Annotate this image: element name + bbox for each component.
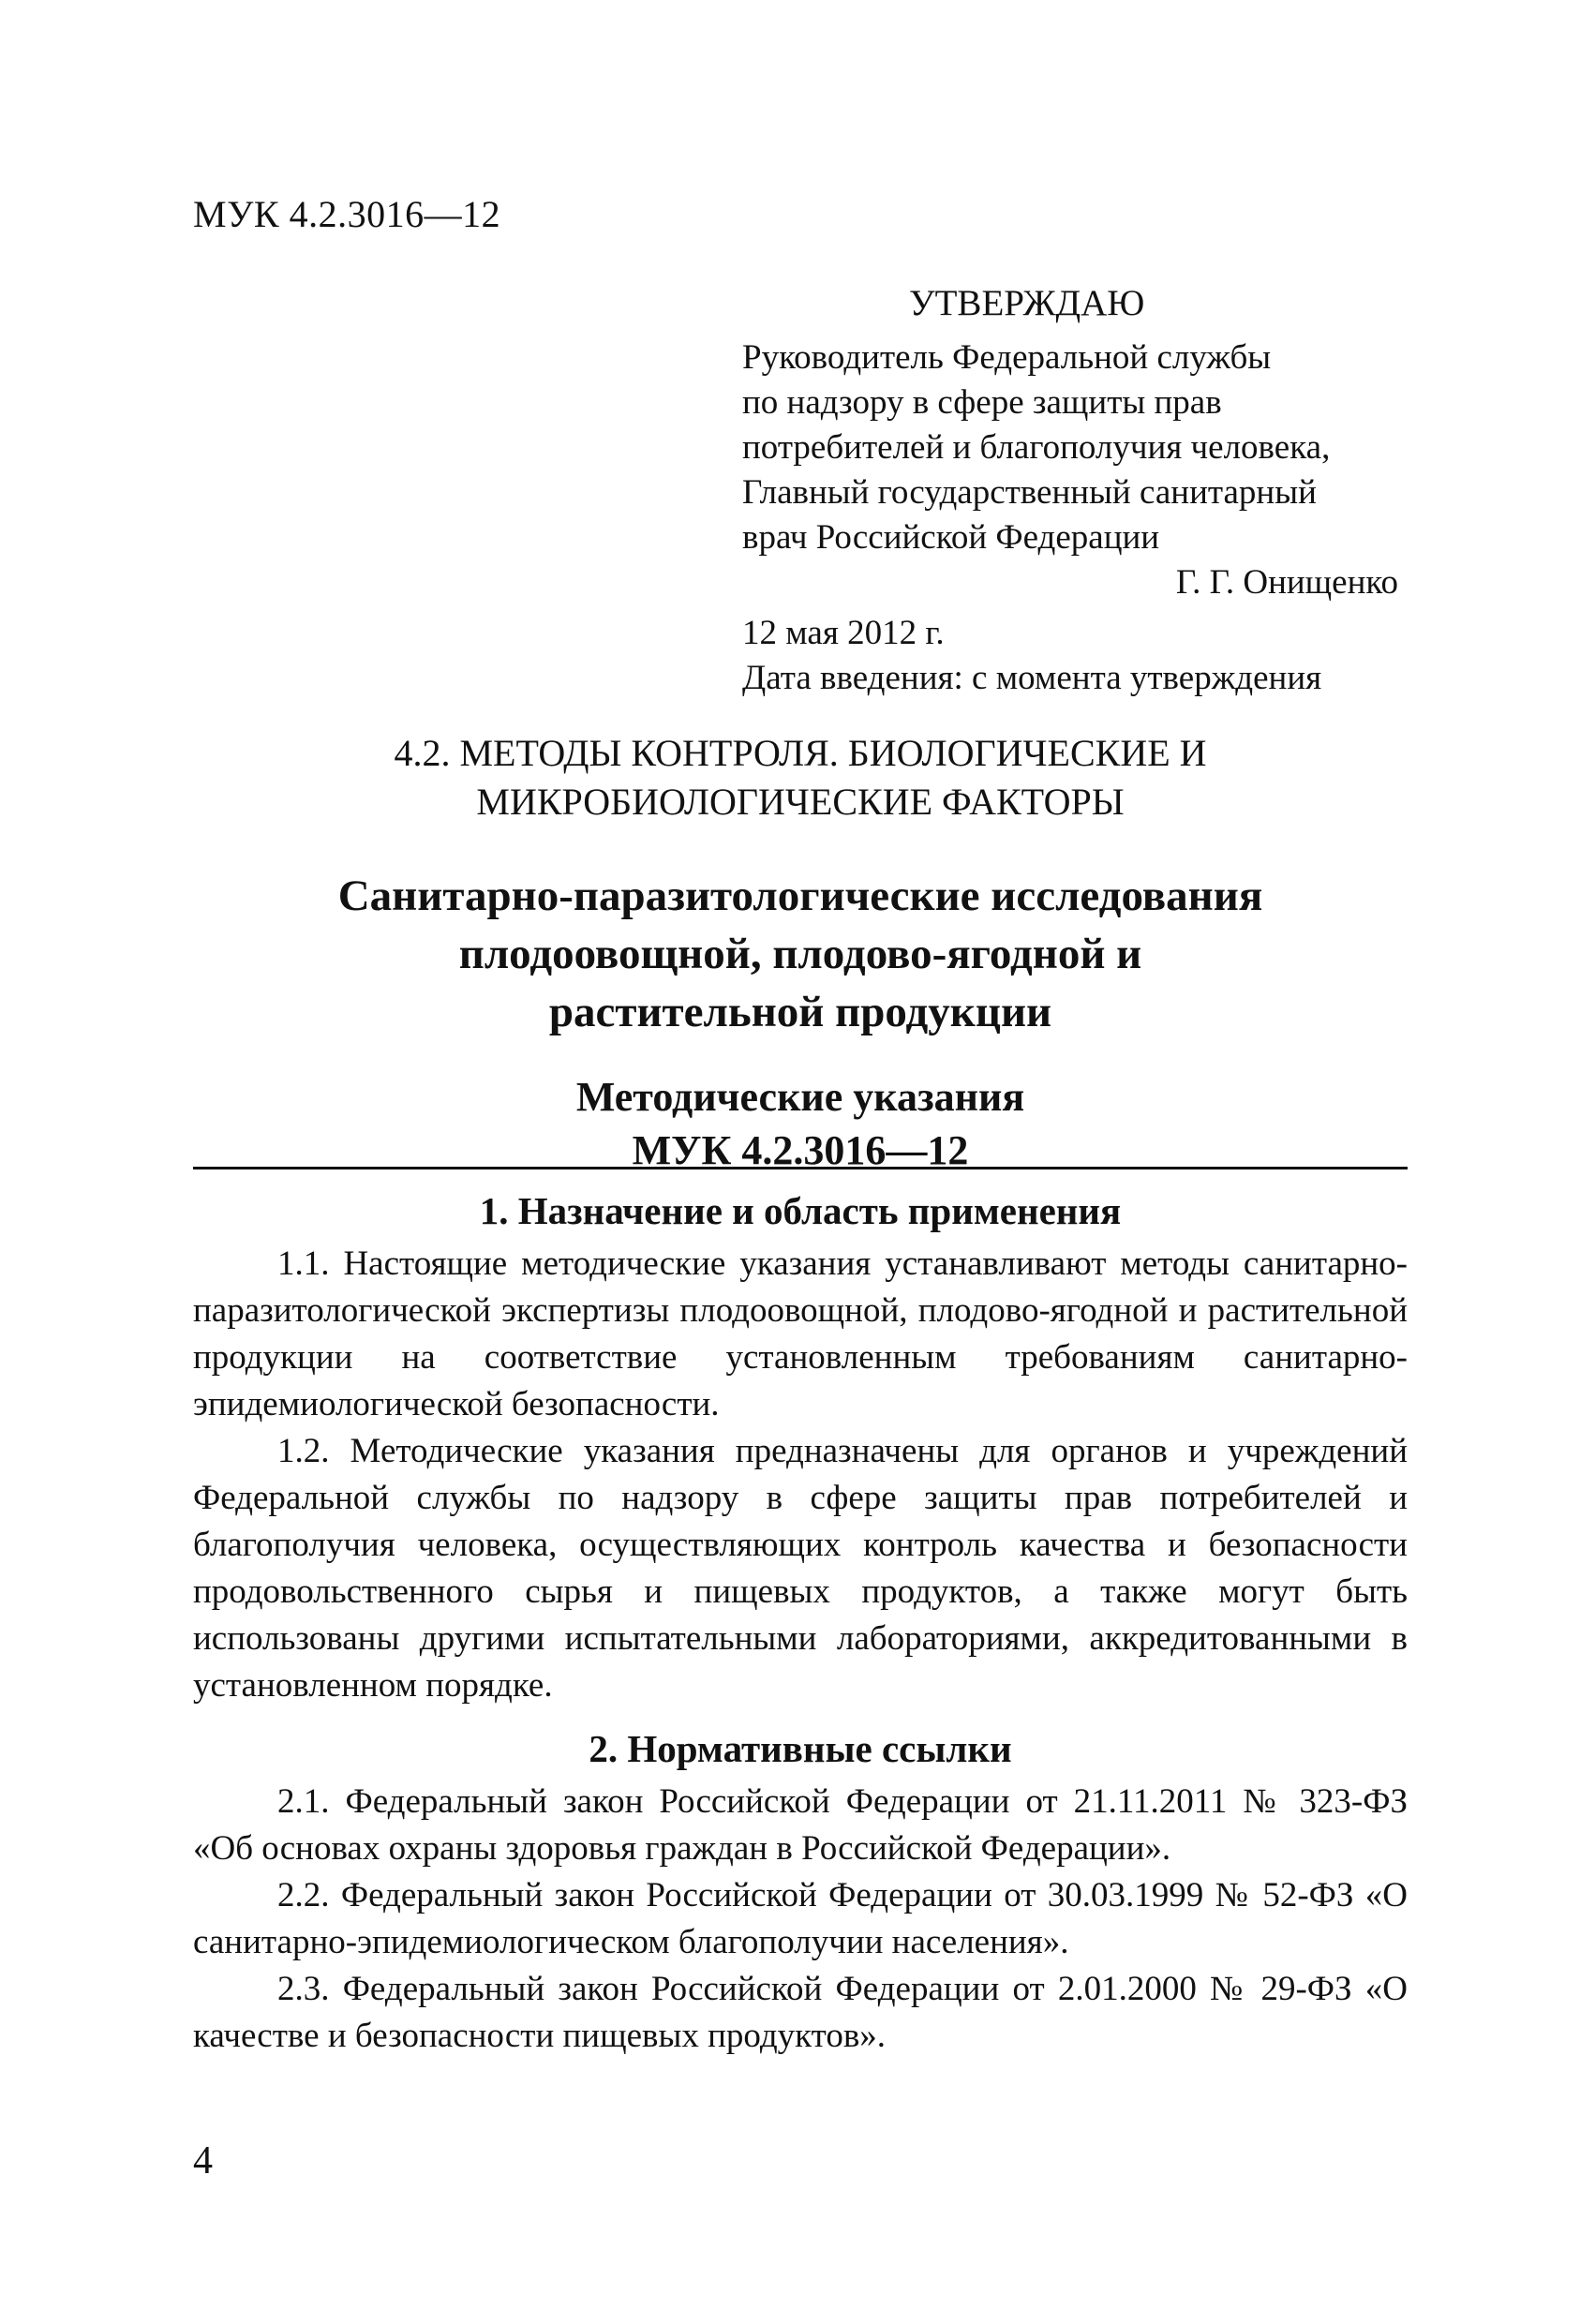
category-line: 4.2. МЕТОДЫ КОНТРОЛЯ. БИОЛОГИЧЕСКИЕ И xyxy=(394,732,1207,774)
approval-line: потребителей и благополучия человека, xyxy=(742,428,1331,467)
section-1-paragraph-2: 1.2. Методические указания предназначены для органов и учреждений Федеральной службы по надзору в сфере защиты прав потребителей и благополучия человека, осуществляющих контроль качества и безопасности продовольственного сырья и пищевых продуктов, а также могут быть использованы другими испытательными лабораториями, аккредитованными в установленном порядке. xyxy=(193,1432,1408,1705)
title-line: Санитарно-паразитологические исследования xyxy=(337,872,1263,920)
section-2-heading: 2. Нормативные ссылки xyxy=(589,1727,1012,1770)
page-number: 4 xyxy=(193,2139,213,2182)
title-line: плодоовощной, плодово-ягодной и xyxy=(458,930,1142,978)
approval-line: Главный государственный санитарный xyxy=(742,473,1317,512)
doc-type-code: МУК 4.2.3016—12 xyxy=(632,1127,969,1173)
doc-type-line: Методические указания xyxy=(575,1074,1025,1120)
title-line: растительной продукции xyxy=(548,988,1052,1036)
category-line: МИКРОБИОЛОГИЧЕСКИЕ ФАКТОРЫ xyxy=(476,781,1125,823)
category-heading xyxy=(193,729,1408,827)
approval-title: УТВЕРЖДАЮ xyxy=(909,283,1145,323)
approval-date: 12 мая 2012 г. xyxy=(742,614,945,652)
header-document-code: МУК 4.2.3016—12 xyxy=(193,193,501,235)
approval-block xyxy=(742,281,1409,701)
section-2-paragraph-2: 2.2. Федеральный закон Российской Федерации от 30.03.1999 № 52-ФЗ «О санитарно-эпидемиологическом благополучии населения». xyxy=(193,1876,1408,1961)
approval-signer: Г. Г. Онищенко xyxy=(1175,563,1398,602)
approval-line: по надзору в сфере защиты прав xyxy=(742,383,1222,422)
document-title xyxy=(193,867,1408,1041)
approval-line: врач Российской Федерации xyxy=(742,518,1160,557)
section-1-paragraph-1: 1.1. Настоящие методические указания устанавливают методы санитарно-паразитологической экспертизы плодоовощной, плодово-ягодной и растительной продукции на соответствие установленным требованиям санитарно-эпидемиологической безопасности. xyxy=(193,1244,1408,1423)
horizontal-divider xyxy=(193,1167,1408,1169)
document-type xyxy=(193,1070,1408,1177)
approval-effective-date: Дата введения: с момента утверждения xyxy=(742,659,1322,697)
section-1-heading: 1. Назначение и область применения xyxy=(479,1189,1122,1232)
section-2-paragraph-1: 2.1. Федеральный закон Российской Федерации от 21.11.2011 № 323-ФЗ «Об основах охраны здоровья граждан в Российской Федерации». xyxy=(193,1782,1408,1868)
document-body xyxy=(193,1184,1408,2060)
section-2-paragraph-3: 2.3. Федеральный закон Российской Федерации от 2.01.2000 № 29-ФЗ «О качестве и безопасности пищевых продуктов». xyxy=(193,1970,1408,2055)
approval-line: Руководитель Федеральной службы xyxy=(742,338,1272,377)
